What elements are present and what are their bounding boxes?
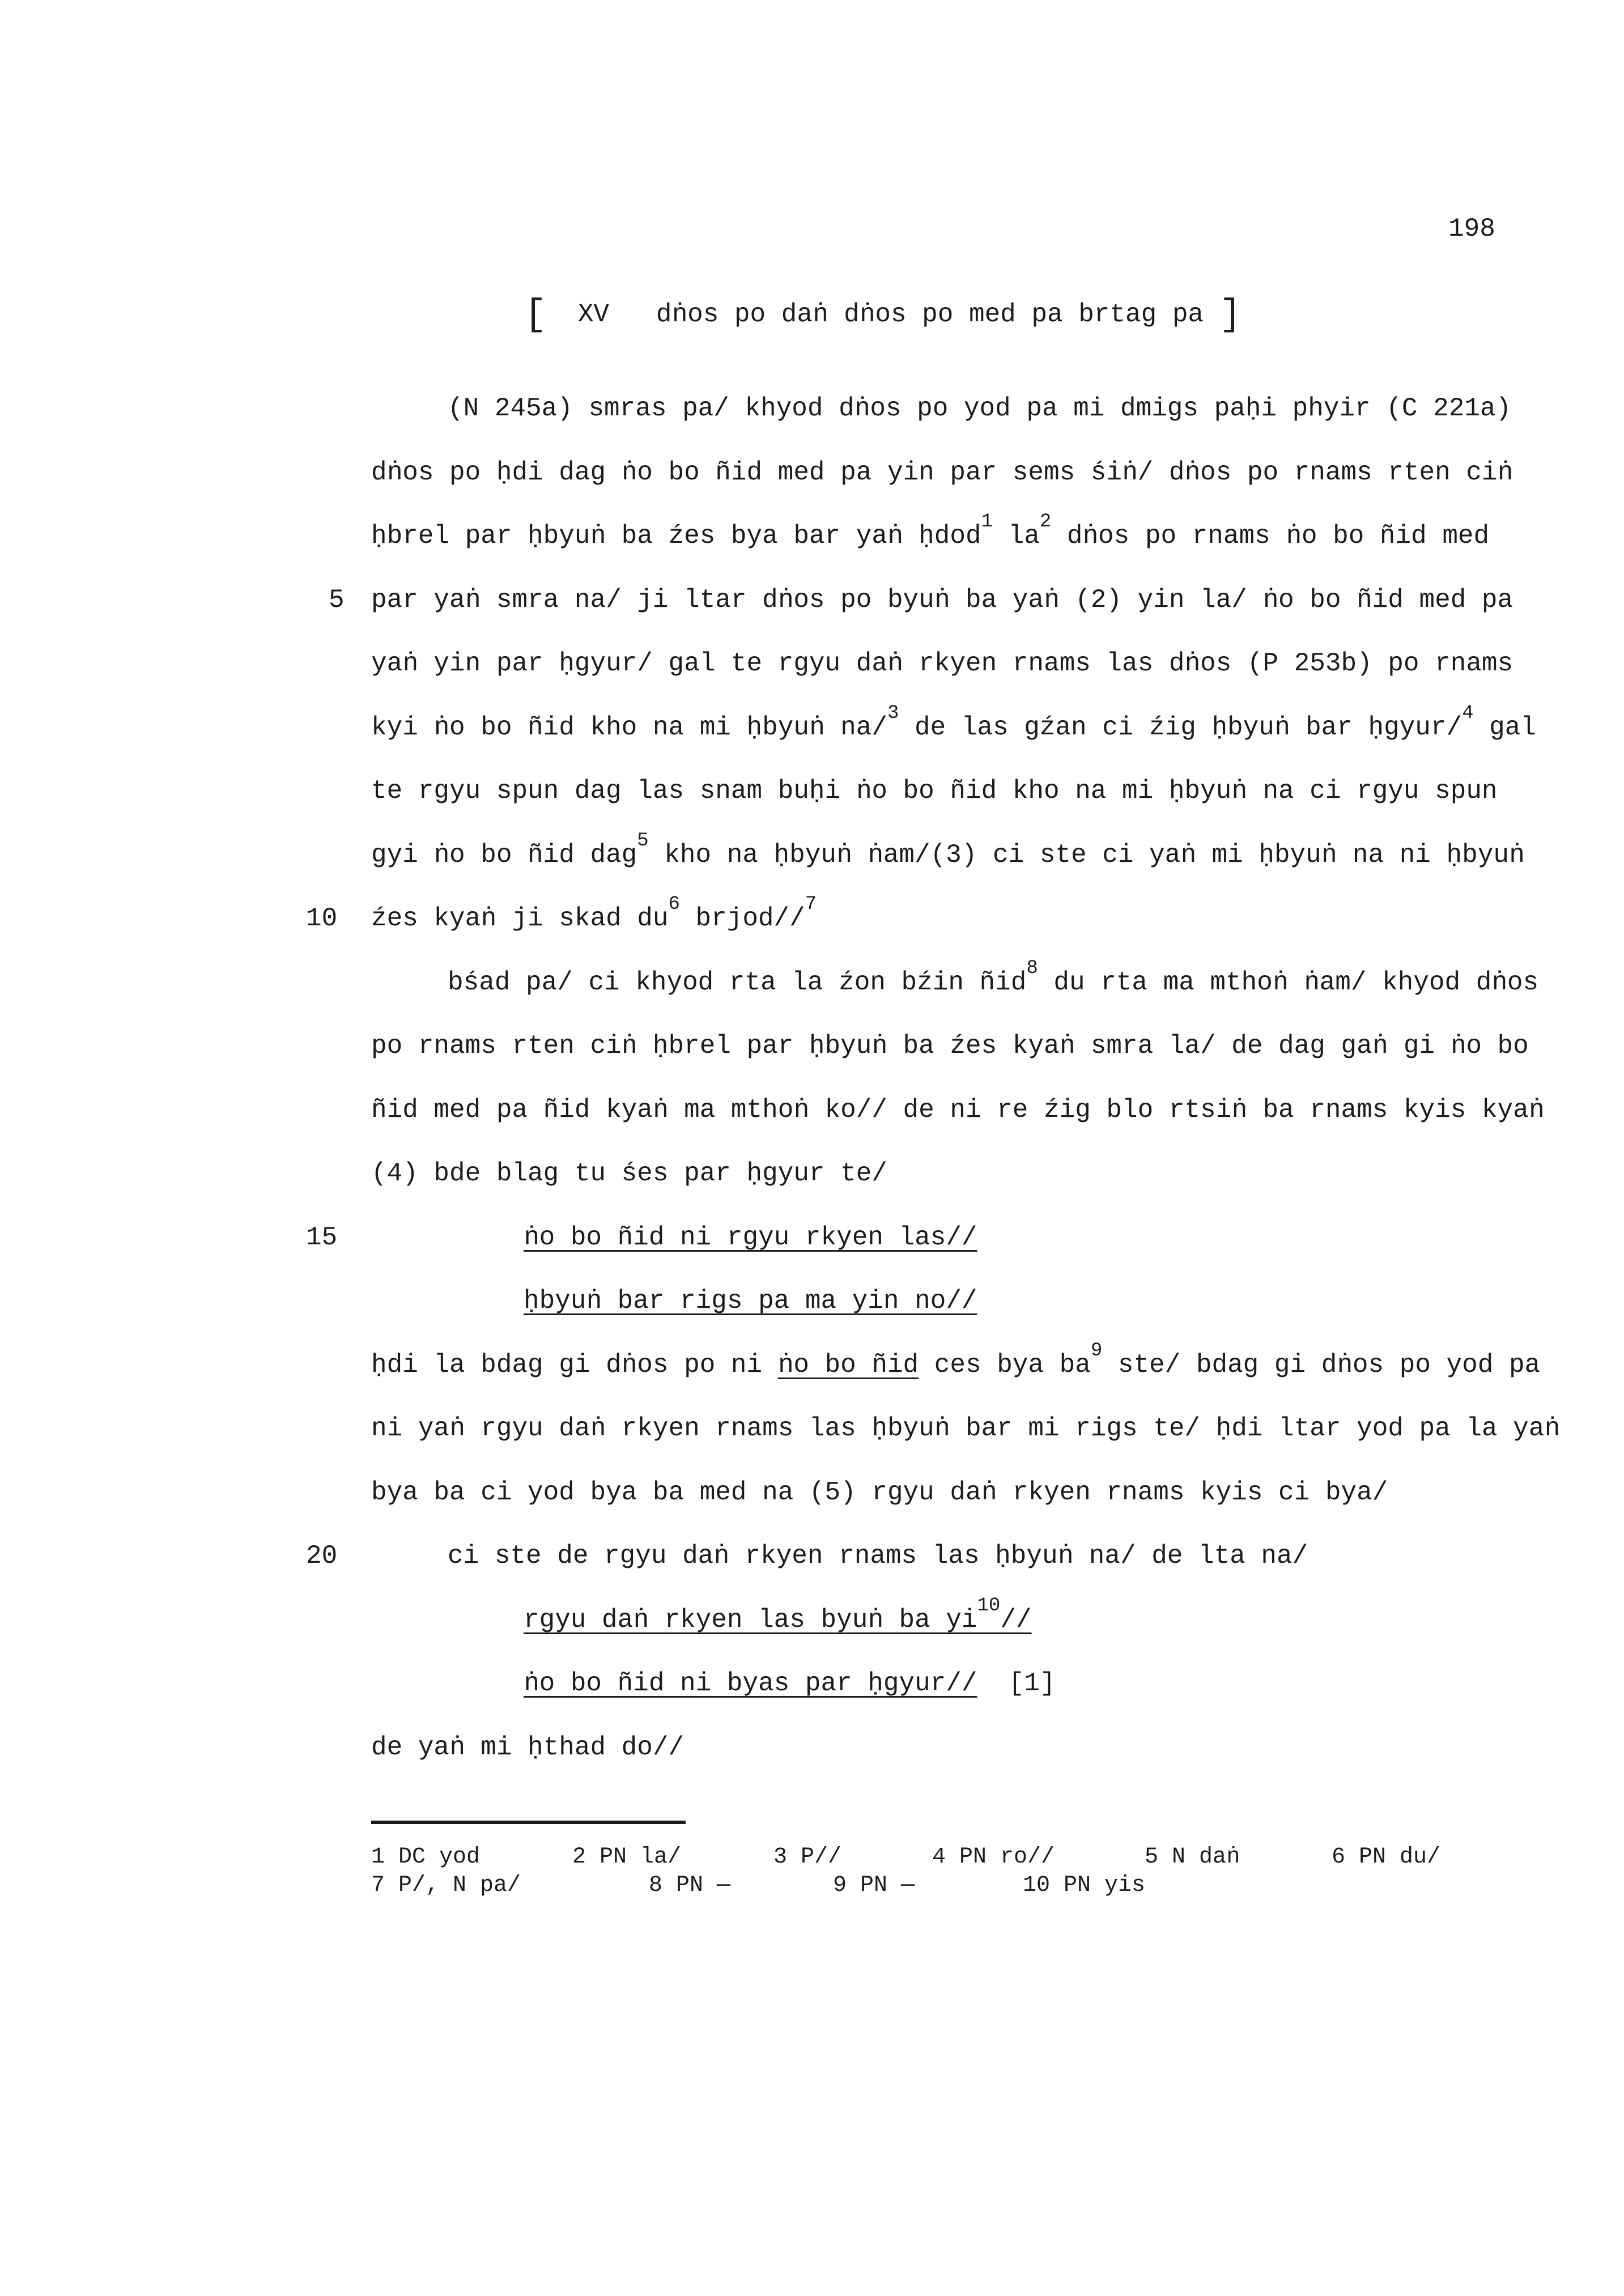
footnote-2: 2 PN la/ — [572, 1844, 682, 1870]
page-number: 198 — [1448, 214, 1495, 244]
footnote-ref: 7 — [805, 894, 817, 916]
heading-open-bracket: [ — [524, 294, 547, 336]
line-number: 20 — [306, 1541, 338, 1571]
footnote-8: 8 PN — — [649, 1873, 731, 1898]
verse-line-1: ṅo bo ñid ni rgyu rkyen las// — [524, 1223, 977, 1252]
text-line-6: kyi ṅo bo ñid kho na mi ḥbyuṅ na/$^3$ de las gźan ci źig ḥbyuṅ bar ḥgyur/$^4$ gal — [371, 703, 1536, 742]
line-number: 15 — [306, 1223, 338, 1252]
footnote-4: 4 PN ro// — [932, 1844, 1055, 1870]
footnote-ref: 8 — [1026, 958, 1038, 980]
text-line-13: (4) bde blag tu śes par ḥgyur te/ — [371, 1159, 887, 1188]
text-line-12: ñid med pa ñid kyaṅ ma mthoṅ ko// de ni re źig blo rtsiṅ ba rnams kyis kyaṅ — [371, 1095, 1545, 1125]
chapter-numeral: XV — [577, 300, 610, 329]
footnote-ref: 3 — [887, 703, 899, 725]
heading-close-bracket: ] — [1219, 294, 1242, 336]
text-line-9: źes kyaṅ ji skad $du^6$ brjod//$^7$ — [371, 894, 817, 933]
text-line-10: bśad pa/ ci khyod rta la źon bźin ñid$^8$ du rta ma mthoṅ ṅam/ khyod dṅos — [448, 958, 1539, 997]
line-number: 5 — [329, 585, 345, 615]
text-line-7: te rgyu spun dag las snam buḥi ṅo bo ñid kho na mi ḥbyuṅ na ci rgyu spun — [371, 776, 1498, 806]
chapter-title: dṅos po daṅ dṅos po med pa brtag pa — [656, 300, 1204, 329]
footnote-rule — [371, 1821, 686, 1824]
underlined-term: ṅo bo ñid — [777, 1350, 919, 1380]
text-line-3: ḥbrel par ḥbyuṅ ba źes bya bar yaṅ ḥdod$^1$ $la^2$ dṅos po rnams ṅo bo ñid med — [371, 511, 1490, 551]
text-line-4: par yaṅ smra na/ ji ltar dṅos po byuṅ ba yaṅ (2) yin la/ ṅo bo ñid med pa — [371, 585, 1514, 615]
footnote-7: 7 P/, N pa/ — [371, 1873, 521, 1898]
text-line-8: gyi ṅo bo ñid dag$^5$ kho na ḥbyuṅ ṅam/(3) ci ste ci yaṅ mi ḥbyuṅ na ni ḥbyuṅ — [371, 830, 1525, 870]
text-line-11: po rnams rten ciṅ ḥbrel par ḥbyuṅ ba źes kyaṅ smra la/ de dag gaṅ gi ṅo bo — [371, 1031, 1529, 1061]
text-line-17: ni yaṅ rgyu daṅ rkyen rnams las ḥbyuṅ bar mi rigs te/ ḥdi ltar yod pa la yaṅ — [371, 1414, 1560, 1443]
verse-line-4: ṅo bo ñid ni byas par ḥgyur// [1] — [524, 1669, 1056, 1698]
footnote-3: 3 P// — [773, 1844, 842, 1870]
footnote-ref: 2 — [1039, 511, 1052, 533]
verse-reference: [1] — [1008, 1669, 1056, 1698]
text-line-19: ci ste de rgyu daṅ rkyen rnams las ḥbyuṅ na/ de lta na/ — [448, 1541, 1308, 1571]
footnote-ref: 6 — [668, 894, 680, 916]
text-line-1: (N 245a) smras pa/ khyod dṅos po yod pa mi dmigs paḥi phyir (C 221a) — [448, 394, 1512, 423]
footnote-ref: 4 — [1462, 703, 1474, 725]
footnote-9: 9 PN — — [833, 1873, 915, 1898]
text-line-2: dṅos po ḥdi dag ṅo bo ñid med pa yin par sems śiṅ/ dṅos po rnams rten ciṅ — [371, 458, 1514, 487]
footnote-6: 6 PN du/ — [1332, 1844, 1441, 1870]
chapter-heading — [524, 294, 1242, 336]
text-line-16: ḥdi la bdag gi dṅos po ni ṅo bo ñid ces bya $ba^9$ ste/ bdag gi dṅos po yod pa — [371, 1340, 1541, 1380]
verse-line-2: ḥbyuṅ bar rigs pa ma yin no// — [524, 1286, 977, 1316]
footnote-ref: 5 — [637, 830, 649, 852]
footnote-ref: 9 — [1090, 1340, 1103, 1362]
text-line-5: yaṅ yin par ḥgyur/ gal te rgyu daṅ rkyen rnams las dṅos (P 253b) po rnams — [371, 649, 1514, 678]
footnote-1: 1 DC yod — [371, 1844, 481, 1870]
text-line-18: bya ba ci yod bya ba med na (5) rgyu daṅ rkyen rnams kyis ci bya/ — [371, 1478, 1388, 1507]
footnote-5: 5 N daṅ — [1145, 1844, 1240, 1870]
verse-line-3: rgyu daṅ rkyen las byuṅ ba $yi^{10}//$ — [524, 1595, 1032, 1635]
footnote-ref: 10 — [977, 1595, 1001, 1617]
text-line-22: de yaṅ mi ḥthad do// — [371, 1733, 685, 1762]
footnote-ref: 1 — [981, 511, 993, 533]
line-number: 10 — [306, 904, 338, 933]
footnote-10: 10 PN yis — [1023, 1873, 1146, 1898]
